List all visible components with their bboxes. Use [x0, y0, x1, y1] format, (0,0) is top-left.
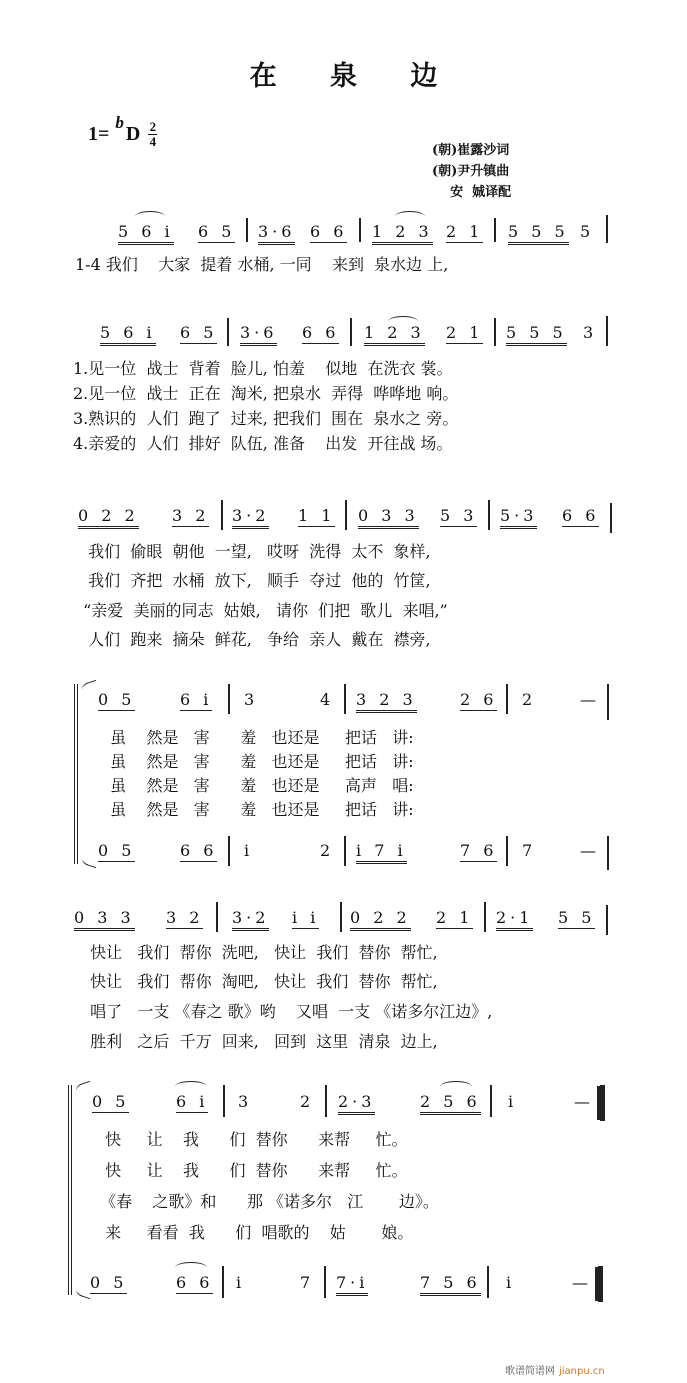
lyric-line: 1-4 我们 大家 提着 水桶, 一同 来到 泉水边 上,: [75, 255, 449, 274]
barline: [227, 318, 229, 346]
barline: [494, 318, 496, 346]
barline: [228, 836, 230, 866]
note-group: 3·6: [240, 323, 277, 346]
lyric-line: 1.见一位 战士 背着 脸儿, 怕羞 似地 在洗衣 裳。: [73, 359, 453, 378]
note-group: 0 5: [90, 1273, 128, 1292]
note-group: i 7 i: [356, 841, 407, 864]
barline: [359, 218, 361, 242]
barline: [610, 503, 612, 533]
note-group: 5 5: [558, 908, 596, 927]
barline: [494, 218, 496, 242]
note-group: 6 6: [310, 222, 348, 241]
barline: [606, 316, 608, 346]
song-title: 在 泉 边: [249, 61, 460, 92]
lyric-line: 2.见一位 战士 正在 淘米, 把泉水 弄得 哗哗地 响。: [73, 384, 459, 403]
note-group: 5 6 i: [100, 323, 156, 346]
note-group: 3·6: [258, 222, 295, 245]
lyric-line: 虽 然是 害 羞 也还是 高声 唱:: [100, 776, 414, 795]
credits: [432, 140, 511, 203]
lyric-line: 虽 然是 害 羞 也还是 把话 讲:: [100, 800, 414, 819]
part-bracket: [74, 684, 78, 864]
note-group: i i: [292, 908, 320, 927]
note-group: 0 5: [98, 690, 136, 709]
key-signature: [88, 112, 157, 149]
note-group: 3: [244, 690, 259, 709]
barline: [488, 500, 490, 530]
note-group: 3·2: [232, 908, 269, 931]
note-group: 2 5 6: [420, 1092, 481, 1115]
note-group: 0 5: [92, 1092, 130, 1111]
barline: [222, 1266, 224, 1298]
slur: [175, 1262, 207, 1273]
lyric-line: “亲爱 美丽的同志 姑娘, 请你 们把 歌儿 来唱,”: [78, 601, 448, 620]
lyric-line: 唱了 一支 《春之 歌》哟 又唱 一支 《诺多尔江边》,: [80, 1002, 493, 1021]
note-group: 7: [522, 841, 537, 860]
note-group: i: [244, 841, 254, 860]
lyricist-credit: (朝)崔露沙词: [432, 143, 510, 158]
note-group: 2 6: [460, 690, 498, 709]
note-group: 2 1: [446, 222, 484, 241]
part-bracket: [68, 1085, 72, 1295]
slur: [175, 1081, 207, 1092]
note-group: 2 1: [436, 908, 474, 927]
note-group: 7 6: [460, 841, 498, 860]
time-bottom: 4: [149, 134, 157, 149]
barline: [606, 215, 608, 243]
note-group: 3·2: [232, 506, 269, 529]
flat-sign-icon: b: [115, 112, 124, 132]
time-top: 2: [149, 119, 157, 134]
barline: [607, 836, 609, 870]
note-group: 1 2 3: [372, 222, 433, 245]
key-letter: D: [125, 123, 141, 145]
barline: [484, 902, 486, 932]
note-group: 5 5 5: [506, 323, 567, 346]
note-group: —: [574, 1092, 594, 1111]
note-group: 7·i: [336, 1273, 368, 1296]
lyric-line: 快让 我们 帮你 淘吧, 快让 我们 替你 帮忙,: [80, 972, 438, 991]
note-group: i: [236, 1273, 246, 1292]
note-group: —: [580, 690, 600, 709]
note-group: 7: [300, 1273, 315, 1292]
lyric-line: 快 让 我 们 替你 来帮 忙。: [95, 1130, 408, 1149]
note-group: 6 6: [180, 841, 218, 860]
barline: [506, 836, 508, 866]
barline: [607, 684, 609, 720]
note-group: 6 6: [562, 506, 600, 525]
lyric-line: 来 看看 我 们 唱歌的 姑 娘。: [95, 1223, 414, 1242]
note-group: 5: [580, 222, 595, 241]
translator-credit: 安 娍译配: [432, 185, 512, 200]
note-group: 2·1: [496, 908, 533, 931]
note-group: 5 3: [440, 506, 478, 525]
note-group: 0 2 2: [78, 506, 139, 529]
lyric-line: 虽 然是 害 羞 也还是 把话 讲:: [100, 728, 414, 747]
note-group: 6 i: [176, 1092, 209, 1111]
note-group: 2 1: [446, 323, 484, 342]
lyric-line: 我们 齐把 水桶 放下, 顺手 夺过 他的 竹筐,: [78, 571, 431, 590]
barline: [324, 1266, 326, 1298]
final-barline: [598, 1266, 603, 1302]
note-group: 3 2 3: [356, 690, 417, 713]
lyric-line: 《春 之歌》和 那 《诺多尔 江 边》。: [95, 1192, 439, 1211]
note-group: i: [508, 1092, 518, 1111]
barline: [606, 905, 608, 935]
barline: [350, 318, 352, 346]
lyric-line: 快 让 我 们 替你 来帮 忙。: [95, 1161, 408, 1180]
note-group: 2: [300, 1092, 315, 1111]
note-group: 6 6: [302, 323, 340, 342]
note-group: 0 5: [98, 841, 136, 860]
note-group: 1 1: [298, 506, 336, 525]
note-group: —: [572, 1273, 592, 1292]
note-group: 2: [320, 841, 335, 860]
lyric-line: 人们 跑来 摘朵 鲜花, 争给 亲人 戴在 襟旁,: [78, 630, 431, 649]
watermark-url: jianpu.cn: [559, 1366, 605, 1377]
lyric-line: 胜利 之后 千万 回来, 回到 这里 清泉 边上,: [80, 1032, 438, 1051]
barline: [223, 1085, 225, 1117]
note-group: 6 5: [198, 222, 236, 241]
slur: [395, 211, 425, 222]
note-group: 3: [238, 1092, 253, 1111]
barline: [490, 1085, 492, 1117]
key-prefix: 1=: [88, 123, 110, 145]
note-group: 6 6: [176, 1273, 214, 1292]
watermark-text: 歌谱简谱网: [505, 1366, 555, 1377]
barline: [487, 1266, 489, 1298]
slur: [135, 211, 165, 222]
final-barline: [600, 1085, 605, 1121]
note-group: 6 i: [180, 690, 213, 709]
barline: [344, 836, 346, 866]
lyric-line: 快让 我们 帮你 洗吧, 快让 我们 替你 帮忙,: [80, 943, 438, 962]
time-signature: [148, 120, 157, 149]
note-group: —: [580, 841, 600, 860]
note-group: 5 6 i: [118, 222, 174, 245]
barline: [345, 500, 347, 530]
lyric-line: 3.熟识的 人们 跑了 过来, 把我们 围在 泉水之 旁。: [73, 409, 459, 428]
note-group: 0 2 2: [350, 908, 411, 931]
composer-credit: (朝)尹升镇曲: [432, 164, 510, 179]
lyric-line: 我们 偷眼 朝他 一望, 哎呀 洗得 太不 象样,: [78, 542, 431, 561]
note-group: i: [506, 1273, 516, 1292]
note-group: 5·3: [500, 506, 537, 529]
note-group: 0 3 3: [74, 908, 135, 931]
barline: [340, 902, 342, 932]
lyric-line: 虽 然是 害 羞 也还是 把话 讲:: [100, 752, 414, 771]
barline: [228, 684, 230, 714]
lyric-line: 4.亲爱的 人们 排好 队伍, 准备 出发 开往战 场。: [73, 434, 453, 453]
note-group: 3 2: [166, 908, 204, 927]
note-group: 2: [522, 690, 537, 709]
barline: [325, 1085, 327, 1117]
barline: [246, 218, 248, 242]
barline: [506, 684, 508, 714]
slur: [440, 1081, 472, 1092]
barline: [221, 500, 223, 530]
note-group: 2·3: [338, 1092, 375, 1115]
note-group: 4: [320, 690, 335, 709]
note-group: 1 2 3: [364, 323, 425, 346]
note-group: 5 5 5: [508, 222, 569, 245]
note-group: 7 5 6: [420, 1273, 481, 1296]
note-group: 6 5: [180, 323, 218, 342]
note-group: 3 2: [172, 506, 210, 525]
barline: [216, 902, 218, 932]
barline: [344, 684, 346, 714]
watermark: [505, 1362, 605, 1377]
note-group: 0 3 3: [358, 506, 419, 529]
note-group: 3: [583, 323, 598, 342]
